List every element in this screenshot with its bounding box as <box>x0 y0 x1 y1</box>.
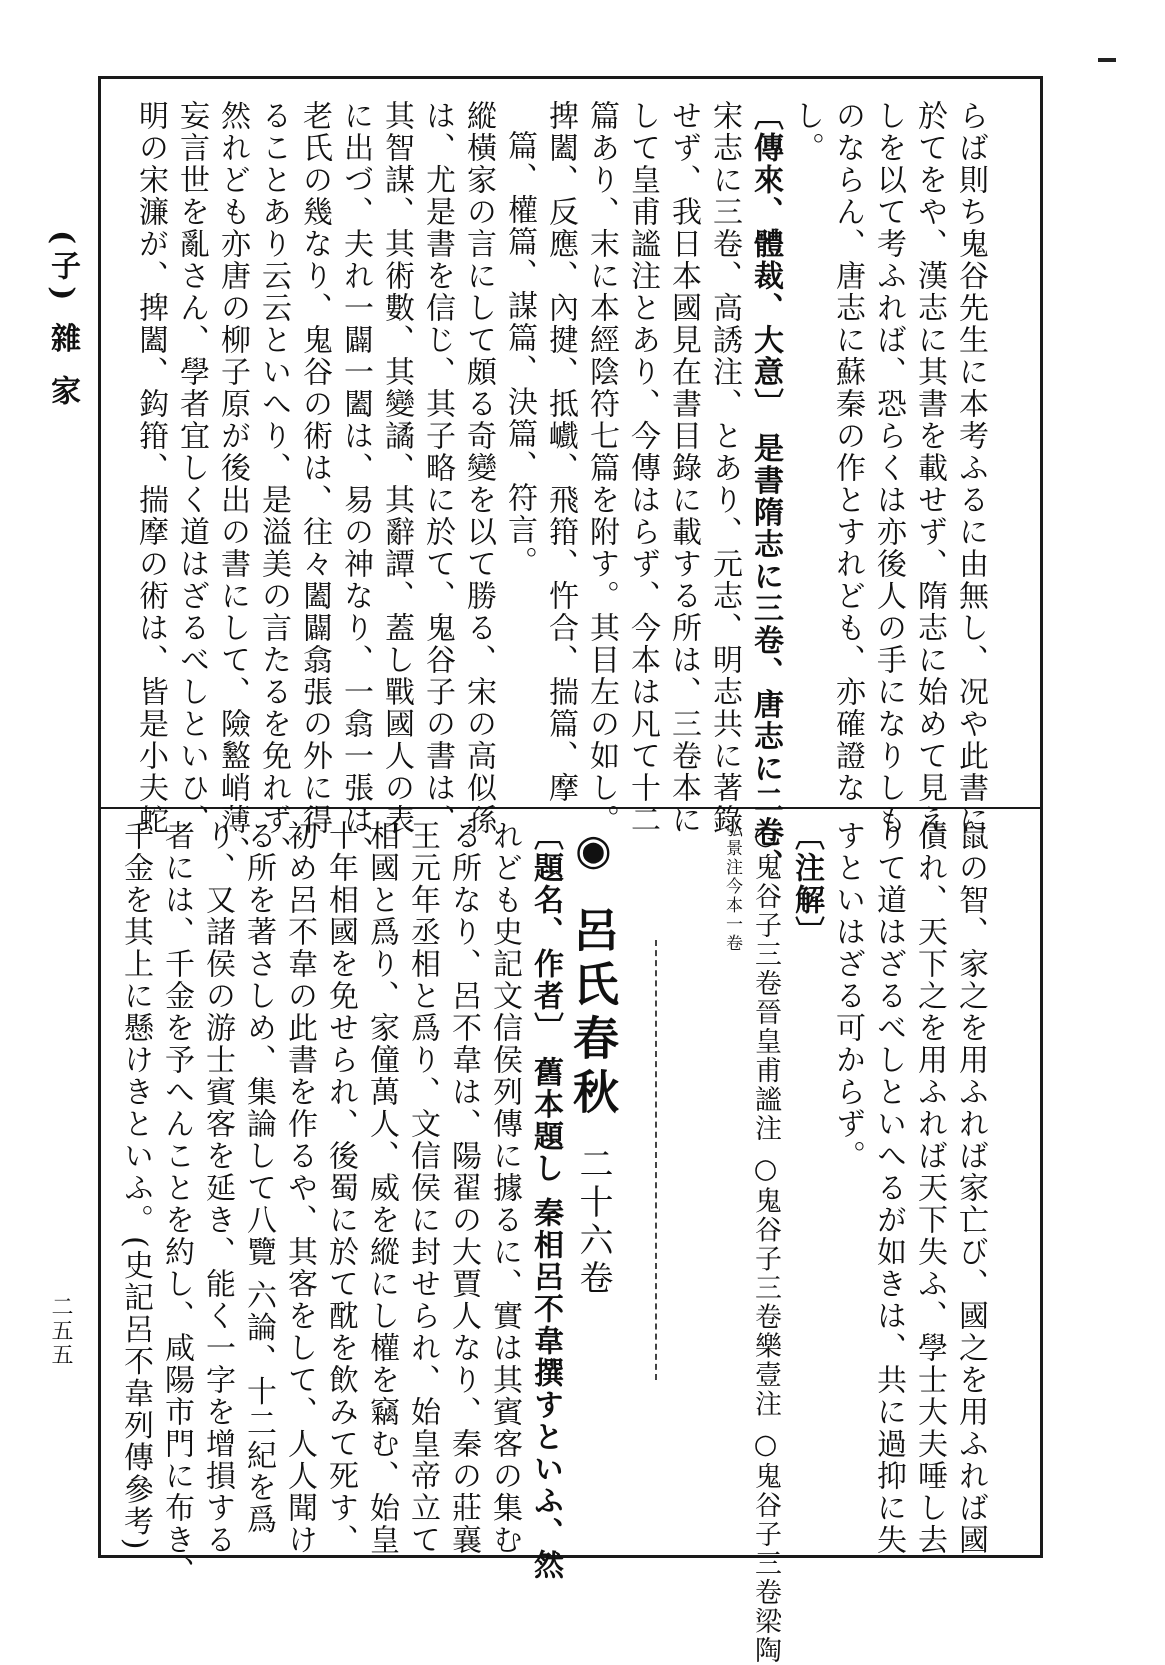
text-column: せず、我日本國見在書目錄に載する所は、三卷本に <box>666 100 701 836</box>
title-mark-icon: ◉ <box>569 825 618 882</box>
text-column: り、又諸侯の游士賓客を延き、能く一字を增損する <box>200 820 235 1556</box>
text-column: すといはざる可からず。 <box>830 820 865 1172</box>
margin-header: (子) 雜 家 <box>45 230 80 412</box>
text-column: 縱橫家の言にして頗る奇變を以て勝る、宋の高似孫 <box>461 100 496 836</box>
text-column: りて道はざるべしといへるが如きは、共に過抑に失 <box>871 820 906 1556</box>
text-column: 相國と爲り、家僮萬人、威を縱にし權を竊む、始皇 <box>364 820 399 1556</box>
text-column: 十年相國を免せられ、後蜀に於て酖を飲みて死す、 <box>323 820 358 1556</box>
text-column: ることあり云云といへり、是溢美の言たるを免れず、 <box>256 100 291 868</box>
wavy-separator <box>655 940 667 1380</box>
text-column: は、尤是書を信じ、其子略に於て、鬼谷子の書は、 <box>420 100 455 836</box>
text-column: 千金を其上に懸けきといふ。(史記呂不韋列傳參考) <box>118 820 153 1552</box>
notes-column: ○鬼谷子三卷晉皇甫謐注 ○鬼谷子三卷樂壹注 ○鬼谷子三卷梁陶 <box>750 820 781 1665</box>
notes-column: 弘景注今本一卷 <box>722 820 742 953</box>
entry-title <box>566 825 626 1299</box>
text-column: 捭闔、反應、內揵、抵巇、飛箝、忤合、揣篇、摩 <box>543 100 578 804</box>
text-column: 其智謀、其術數、其變譎、其辭譚、蓋し戰國人の表 <box>379 100 414 836</box>
text-column: し。 <box>789 100 824 164</box>
text-column: 妄言世を亂さん、學者宜しく道はざるべしといひ、 <box>174 100 209 836</box>
page-number: 二五五 <box>48 1295 73 1367</box>
text-column: 篇、權篇、謀篇、決篇、符言。 <box>502 130 537 578</box>
text-column: 者には、千金を予へんことを約し、咸陽市門に布き、 <box>159 820 194 1588</box>
text-column: のならん、唐志に蘇秦の作とすれども、亦確證な <box>830 100 865 804</box>
text-column: れども史記文信侯列傳に據るに、實は其賓客の集む <box>487 820 522 1556</box>
text-column: しを以て考ふれば、恐らくは亦後人の手になりしも <box>871 100 906 836</box>
corner-mark <box>1098 58 1116 62</box>
section-heading-column: 〔傳來、體裁、大意〕 是書隋志に三卷、唐志に二卷、 <box>748 100 783 881</box>
text-column: 篇あり、末に本經陰符七篇を附す。其目左の如し。 <box>584 100 619 836</box>
text-column: 宋志に三卷、高誘注、とあり、元志、明志共に著錄 <box>707 100 742 836</box>
text-column: 明の宋濂が、捭闔、鈎箝、揣摩の術は、皆是小夫蛇 <box>133 100 168 836</box>
text-column: る所を著さしめ、集論して八覽 六論、十二紀を爲 <box>241 820 276 1536</box>
section-heading-column: 〔題名、作者〕 舊本題し 秦相呂不韋撰すといふ、然 <box>528 820 563 1581</box>
text-column: 初め呂不韋の此書を作るや、其客をして、人人聞け <box>282 820 317 1556</box>
text-column: 然れども亦唐の柳子原が後出の書にして、險盭峭薄、 <box>215 100 250 868</box>
text-column: る所なり、呂不韋は、陽翟の大賈人なり、秦の莊襄 <box>446 820 481 1556</box>
text-column: して皇甫謐注とあり、今傳はらず、今本は凡て十二 <box>625 100 660 836</box>
text-column: 債れ、天下之を用ふれば天下失ふ、學士大夫唾し去 <box>912 820 947 1556</box>
text-column: 老氏の幾なり、鬼谷の術は、往々闔闢翕張の外に得 <box>297 100 332 836</box>
text-column: 王元年丞相と爲り、文信侯に封せられ、始皇帝立て <box>405 820 440 1556</box>
text-column: 於てをや、漢志に其書を載せず、隋志に始めて見え <box>912 100 947 836</box>
title-volumes: 二十六卷 <box>573 1146 613 1299</box>
title-name: 呂氏春秋 <box>566 906 620 1123</box>
text-column: に出づ、夫れ一闢一闔は、易の神なり、一翕一張は、 <box>338 100 373 868</box>
text-column: 鼠の智、家之を用ふれば家亡び、國之を用ふれば國 <box>953 820 988 1556</box>
notes-heading: 〔注解〕 <box>789 820 824 948</box>
text-column: らば則ち鬼谷先生に本考ふるに由無し、况や此書に <box>953 100 988 836</box>
